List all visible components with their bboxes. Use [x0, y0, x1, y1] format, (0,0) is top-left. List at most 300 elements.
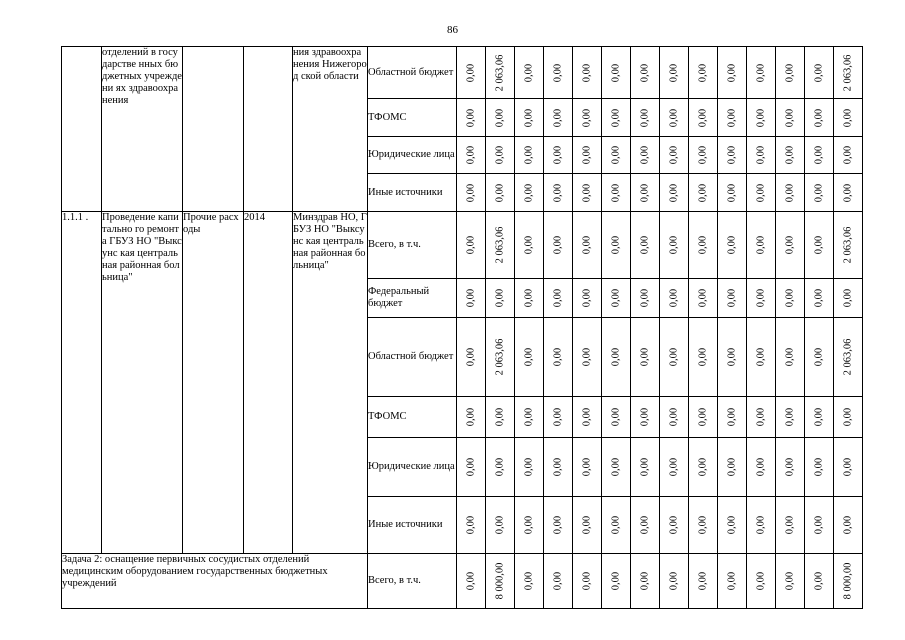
value-text: 0,00: [523, 288, 535, 308]
value-text: 0,00: [784, 457, 796, 477]
value-text: 0,00: [639, 235, 651, 255]
value-cell: [805, 212, 834, 279]
value-cell: [602, 438, 631, 497]
value-cell: [747, 438, 776, 497]
value-cell: [805, 47, 834, 99]
value-text: 0,00: [552, 347, 564, 367]
value-text: 0,00: [581, 235, 593, 255]
value-cell: [573, 397, 602, 438]
value-text: 0,00: [494, 457, 506, 477]
value-text: 0,00: [813, 145, 825, 165]
value-text: 0,00: [610, 457, 622, 477]
value-text: 0,00: [581, 515, 593, 535]
value-text: 0,00: [668, 407, 680, 427]
value-cell: [602, 318, 631, 397]
value-text: 0,00: [494, 515, 506, 535]
value-cell: [573, 99, 602, 137]
value-cell: [631, 554, 660, 609]
value-cell: [747, 99, 776, 137]
executor-cell: Минздрав НО, ГБУЗ НО "Выксунс кая централь ная районная больница": [293, 212, 368, 554]
source-label: ТФОМС: [368, 397, 457, 438]
value-text: 0,00: [639, 108, 651, 127]
value-text: 0,00: [842, 457, 854, 477]
value-cell: [747, 174, 776, 212]
value-cell: [631, 497, 660, 554]
value-text: 0,00: [581, 145, 593, 165]
value-text: 2 063,06: [494, 54, 506, 91]
value-text: 0,00: [755, 235, 767, 255]
value-text: 0,00: [755, 63, 767, 82]
year-cell: [244, 47, 293, 212]
value-text: 0,00: [726, 407, 738, 427]
value-cell: [631, 318, 660, 397]
value-text: 0,00: [581, 63, 593, 82]
value-text: 0,00: [581, 183, 593, 202]
value-cell: [544, 497, 573, 554]
value-cell: [834, 137, 863, 174]
value-cell: [631, 279, 660, 318]
value-cell: [834, 47, 863, 99]
value-text: 0,00: [668, 108, 680, 127]
value-cell: [515, 318, 544, 397]
value-cell: [660, 174, 689, 212]
source-label: Всего, в т.ч.: [368, 212, 457, 279]
value-text: 0,00: [552, 108, 564, 127]
value-text: 0,00: [813, 183, 825, 202]
table-row: [62, 554, 863, 609]
value-cell: [515, 397, 544, 438]
value-text: 0,00: [581, 457, 593, 477]
value-text: 0,00: [813, 347, 825, 367]
value-cell: [486, 318, 515, 397]
value-text: 0,00: [639, 571, 651, 591]
value-cell: [573, 438, 602, 497]
value-cell: [718, 554, 747, 609]
value-text: 0,00: [494, 407, 506, 427]
value-text: 0,00: [610, 407, 622, 427]
value-cell: [689, 174, 718, 212]
value-cell: [573, 497, 602, 554]
value-text: 0,00: [842, 407, 854, 427]
value-cell: [718, 99, 747, 137]
value-text: 0,00: [668, 347, 680, 367]
value-cell: [660, 279, 689, 318]
value-text: 0,00: [726, 288, 738, 308]
value-text: 0,00: [784, 145, 796, 165]
value-cell: [544, 397, 573, 438]
value-cell: [689, 318, 718, 397]
value-text: 0,00: [523, 407, 535, 427]
value-cell: [689, 397, 718, 438]
value-text: 0,00: [639, 457, 651, 477]
value-cell: [457, 47, 486, 99]
value-cell: [747, 279, 776, 318]
value-text: 0,00: [668, 145, 680, 165]
value-cell: [631, 174, 660, 212]
value-text: 0,00: [697, 108, 709, 127]
value-text: 0,00: [755, 347, 767, 367]
value-cell: [834, 554, 863, 609]
value-text: 0,00: [784, 571, 796, 591]
row-number-cell: [62, 47, 102, 212]
value-text: 0,00: [813, 108, 825, 127]
value-text: 0,00: [755, 407, 767, 427]
value-cell: [834, 438, 863, 497]
value-text: 0,00: [668, 235, 680, 255]
value-text: 0,00: [610, 108, 622, 127]
value-text: 2 063,06: [494, 226, 506, 264]
value-text: 0,00: [639, 63, 651, 82]
value-text: 0,00: [523, 145, 535, 165]
value-text: 0,00: [494, 183, 506, 202]
value-cell: [573, 318, 602, 397]
value-cell: [515, 554, 544, 609]
value-text: 0,00: [494, 288, 506, 308]
value-text: 0,00: [697, 288, 709, 308]
source-label: Всего, в т.ч.: [368, 554, 457, 609]
value-cell: [573, 554, 602, 609]
value-text: 0,00: [755, 108, 767, 127]
value-text: 0,00: [610, 288, 622, 308]
value-cell: [457, 212, 486, 279]
value-text: 0,00: [552, 288, 564, 308]
value-text: 8 000,00: [842, 562, 854, 600]
value-cell: [544, 554, 573, 609]
value-text: 0,00: [581, 347, 593, 367]
measure-name-cell: Проведение капитально го ремонта ГБУЗ НО "Выксунс кая центральная районная больница": [102, 212, 183, 554]
value-cell: [689, 212, 718, 279]
value-cell: [689, 137, 718, 174]
value-cell: [602, 212, 631, 279]
value-text: 0,00: [610, 515, 622, 535]
value-text: 0,00: [465, 407, 477, 427]
value-cell: [602, 397, 631, 438]
source-label: Иные источники: [368, 497, 457, 554]
value-cell: [747, 554, 776, 609]
source-label: Юридические лица: [368, 438, 457, 497]
value-cell: [747, 397, 776, 438]
value-text: 0,00: [610, 571, 622, 591]
value-text: 0,00: [465, 235, 477, 255]
value-cell: [689, 497, 718, 554]
year-cell: 2014: [244, 212, 293, 554]
value-cell: [689, 438, 718, 497]
value-cell: [805, 137, 834, 174]
value-text: 0,00: [697, 407, 709, 427]
value-text: 0,00: [842, 288, 854, 308]
value-cell: [486, 137, 515, 174]
value-cell: [602, 554, 631, 609]
value-text: 0,00: [726, 347, 738, 367]
value-cell: [776, 99, 805, 137]
value-text: 0,00: [813, 235, 825, 255]
value-text: 0,00: [784, 347, 796, 367]
value-cell: [660, 554, 689, 609]
value-text: 0,00: [639, 183, 651, 202]
value-cell: [602, 174, 631, 212]
value-cell: [718, 318, 747, 397]
value-cell: [515, 497, 544, 554]
value-text: 0,00: [755, 515, 767, 535]
source-label: ТФОМС: [368, 99, 457, 137]
value-text: 0,00: [552, 145, 564, 165]
value-text: 0,00: [581, 288, 593, 308]
value-text: 0,00: [726, 571, 738, 591]
value-text: 0,00: [697, 63, 709, 82]
value-cell: [457, 554, 486, 609]
value-cell: [660, 497, 689, 554]
value-cell: [544, 279, 573, 318]
value-text: 0,00: [639, 288, 651, 308]
task-description-cell: Задача 2: оснащение первичных сосудистых отделений медицинским оборудованием государственных бюджетных учреждений: [62, 554, 368, 609]
value-cell: [834, 279, 863, 318]
value-text: 0,00: [813, 571, 825, 591]
value-text: 0,00: [755, 457, 767, 477]
value-text: 0,00: [697, 145, 709, 165]
value-cell: [602, 137, 631, 174]
value-text: 0,00: [465, 63, 477, 82]
value-cell: [544, 318, 573, 397]
value-cell: [660, 99, 689, 137]
value-text: 0,00: [494, 145, 506, 165]
value-text: 0,00: [755, 571, 767, 591]
value-text: 0,00: [784, 515, 796, 535]
value-cell: [776, 438, 805, 497]
value-text: 0,00: [784, 235, 796, 255]
value-cell: [805, 397, 834, 438]
value-text: 0,00: [610, 145, 622, 165]
value-text: 0,00: [552, 515, 564, 535]
value-cell: [631, 438, 660, 497]
budget-table: [61, 46, 863, 609]
value-text: 0,00: [697, 235, 709, 255]
value-cell: [631, 47, 660, 99]
page-number: 86: [447, 24, 458, 36]
value-text: 0,00: [523, 457, 535, 477]
value-cell: [834, 497, 863, 554]
value-cell: [515, 212, 544, 279]
value-cell: [805, 497, 834, 554]
value-text: 0,00: [639, 407, 651, 427]
value-cell: [776, 554, 805, 609]
value-cell: [776, 212, 805, 279]
value-cell: [660, 137, 689, 174]
value-cell: [718, 397, 747, 438]
value-cell: [689, 554, 718, 609]
value-cell: [486, 174, 515, 212]
value-text: 0,00: [726, 457, 738, 477]
value-text: 0,00: [668, 457, 680, 477]
value-text: 0,00: [523, 63, 535, 82]
value-text: 0,00: [581, 571, 593, 591]
value-text: 0,00: [465, 288, 477, 308]
value-cell: [573, 47, 602, 99]
value-text: 0,00: [668, 571, 680, 591]
value-cell: [805, 554, 834, 609]
value-text: 0,00: [523, 571, 535, 591]
value-text: 0,00: [697, 515, 709, 535]
source-label: Областной бюджет: [368, 47, 457, 99]
value-cell: [660, 47, 689, 99]
value-cell: [486, 212, 515, 279]
measure-name-cell: отделений в государстве нных бюджетных учреждени ях здравоохра нения: [102, 47, 183, 212]
value-cell: [457, 279, 486, 318]
value-cell: [776, 137, 805, 174]
value-text: 2 063,06: [494, 338, 506, 376]
value-cell: [834, 174, 863, 212]
value-text: 0,00: [726, 63, 738, 82]
value-text: 0,00: [552, 183, 564, 202]
value-text: 0,00: [552, 571, 564, 591]
value-cell: [457, 318, 486, 397]
source-label: Юридические лица: [368, 137, 457, 174]
value-text: 0,00: [755, 288, 767, 308]
value-text: 0,00: [697, 571, 709, 591]
source-label: Областной бюджет: [368, 318, 457, 397]
value-text: 0,00: [813, 457, 825, 477]
value-cell: [544, 174, 573, 212]
value-text: 2 063,06: [842, 338, 854, 376]
value-cell: [776, 279, 805, 318]
value-text: 0,00: [784, 183, 796, 202]
value-cell: [805, 174, 834, 212]
value-text: 0,00: [697, 347, 709, 367]
value-text: 0,00: [842, 183, 854, 202]
value-cell: [718, 279, 747, 318]
value-cell: [805, 279, 834, 318]
value-cell: [602, 497, 631, 554]
value-cell: [718, 497, 747, 554]
value-cell: [805, 438, 834, 497]
value-text: 0,00: [668, 515, 680, 535]
value-text: 0,00: [465, 183, 477, 202]
value-text: 0,00: [523, 183, 535, 202]
value-cell: [457, 497, 486, 554]
value-text: 0,00: [813, 407, 825, 427]
value-cell: [834, 318, 863, 397]
value-cell: [457, 397, 486, 438]
value-text: 0,00: [668, 183, 680, 202]
value-cell: [486, 554, 515, 609]
value-text: 0,00: [465, 571, 477, 591]
value-cell: [486, 497, 515, 554]
source-label: Иные источники: [368, 174, 457, 212]
value-text: 0,00: [813, 63, 825, 82]
value-cell: [573, 174, 602, 212]
value-cell: [805, 99, 834, 137]
value-text: 0,00: [581, 407, 593, 427]
value-cell: [660, 212, 689, 279]
value-cell: [776, 174, 805, 212]
value-text: 0,00: [842, 145, 854, 165]
value-text: 0,00: [726, 515, 738, 535]
value-cell: [544, 438, 573, 497]
value-cell: [718, 137, 747, 174]
value-text: 0,00: [697, 457, 709, 477]
value-text: 2 063,06: [842, 54, 854, 91]
value-text: 2 063,06: [842, 226, 854, 264]
value-text: 0,00: [639, 515, 651, 535]
value-cell: [544, 99, 573, 137]
value-text: 0,00: [465, 108, 477, 127]
value-cell: [776, 318, 805, 397]
value-text: 0,00: [639, 145, 651, 165]
value-cell: [486, 438, 515, 497]
value-cell: [718, 438, 747, 497]
value-cell: [602, 279, 631, 318]
value-text: 0,00: [726, 235, 738, 255]
value-text: 0,00: [784, 108, 796, 127]
value-text: 0,00: [552, 407, 564, 427]
value-cell: [718, 47, 747, 99]
value-cell: [573, 137, 602, 174]
value-cell: [544, 137, 573, 174]
value-text: 0,00: [610, 63, 622, 82]
value-text: 0,00: [552, 63, 564, 82]
value-text: 0,00: [523, 515, 535, 535]
value-text: 0,00: [697, 183, 709, 202]
value-cell: [747, 212, 776, 279]
value-cell: [718, 212, 747, 279]
table-row: [62, 212, 863, 279]
value-cell: [457, 174, 486, 212]
value-cell: [602, 99, 631, 137]
value-text: 0,00: [552, 457, 564, 477]
value-text: 8 000,00: [494, 562, 506, 600]
value-text: 0,00: [465, 145, 477, 165]
executor-cell: ния здравоохра нения Нижегород ской области: [293, 47, 368, 212]
value-text: 0,00: [784, 407, 796, 427]
value-cell: [631, 137, 660, 174]
value-cell: [486, 279, 515, 318]
value-cell: [689, 99, 718, 137]
value-cell: [776, 497, 805, 554]
value-text: 0,00: [755, 183, 767, 202]
value-cell: [457, 438, 486, 497]
value-cell: [515, 99, 544, 137]
value-text: 0,00: [465, 347, 477, 367]
value-cell: [515, 438, 544, 497]
value-cell: [660, 438, 689, 497]
value-cell: [544, 212, 573, 279]
value-cell: [631, 212, 660, 279]
value-text: 0,00: [523, 108, 535, 127]
value-text: 0,00: [523, 235, 535, 255]
value-cell: [805, 318, 834, 397]
value-text: 0,00: [784, 288, 796, 308]
value-text: 0,00: [494, 108, 506, 127]
value-text: 0,00: [523, 347, 535, 367]
value-text: 0,00: [726, 108, 738, 127]
value-cell: [486, 99, 515, 137]
value-text: 0,00: [552, 235, 564, 255]
value-cell: [457, 137, 486, 174]
row-number-cell: 1.1.1 .: [62, 212, 102, 554]
value-cell: [660, 318, 689, 397]
value-cell: [747, 137, 776, 174]
value-cell: [776, 47, 805, 99]
value-cell: [486, 397, 515, 438]
value-text: 0,00: [581, 108, 593, 127]
value-cell: [515, 47, 544, 99]
source-label: Федеральный бюджет: [368, 279, 457, 318]
value-cell: [573, 279, 602, 318]
value-cell: [486, 47, 515, 99]
value-text: 0,00: [465, 515, 477, 535]
category-cell: [183, 47, 244, 212]
value-cell: [573, 212, 602, 279]
value-text: 0,00: [726, 145, 738, 165]
